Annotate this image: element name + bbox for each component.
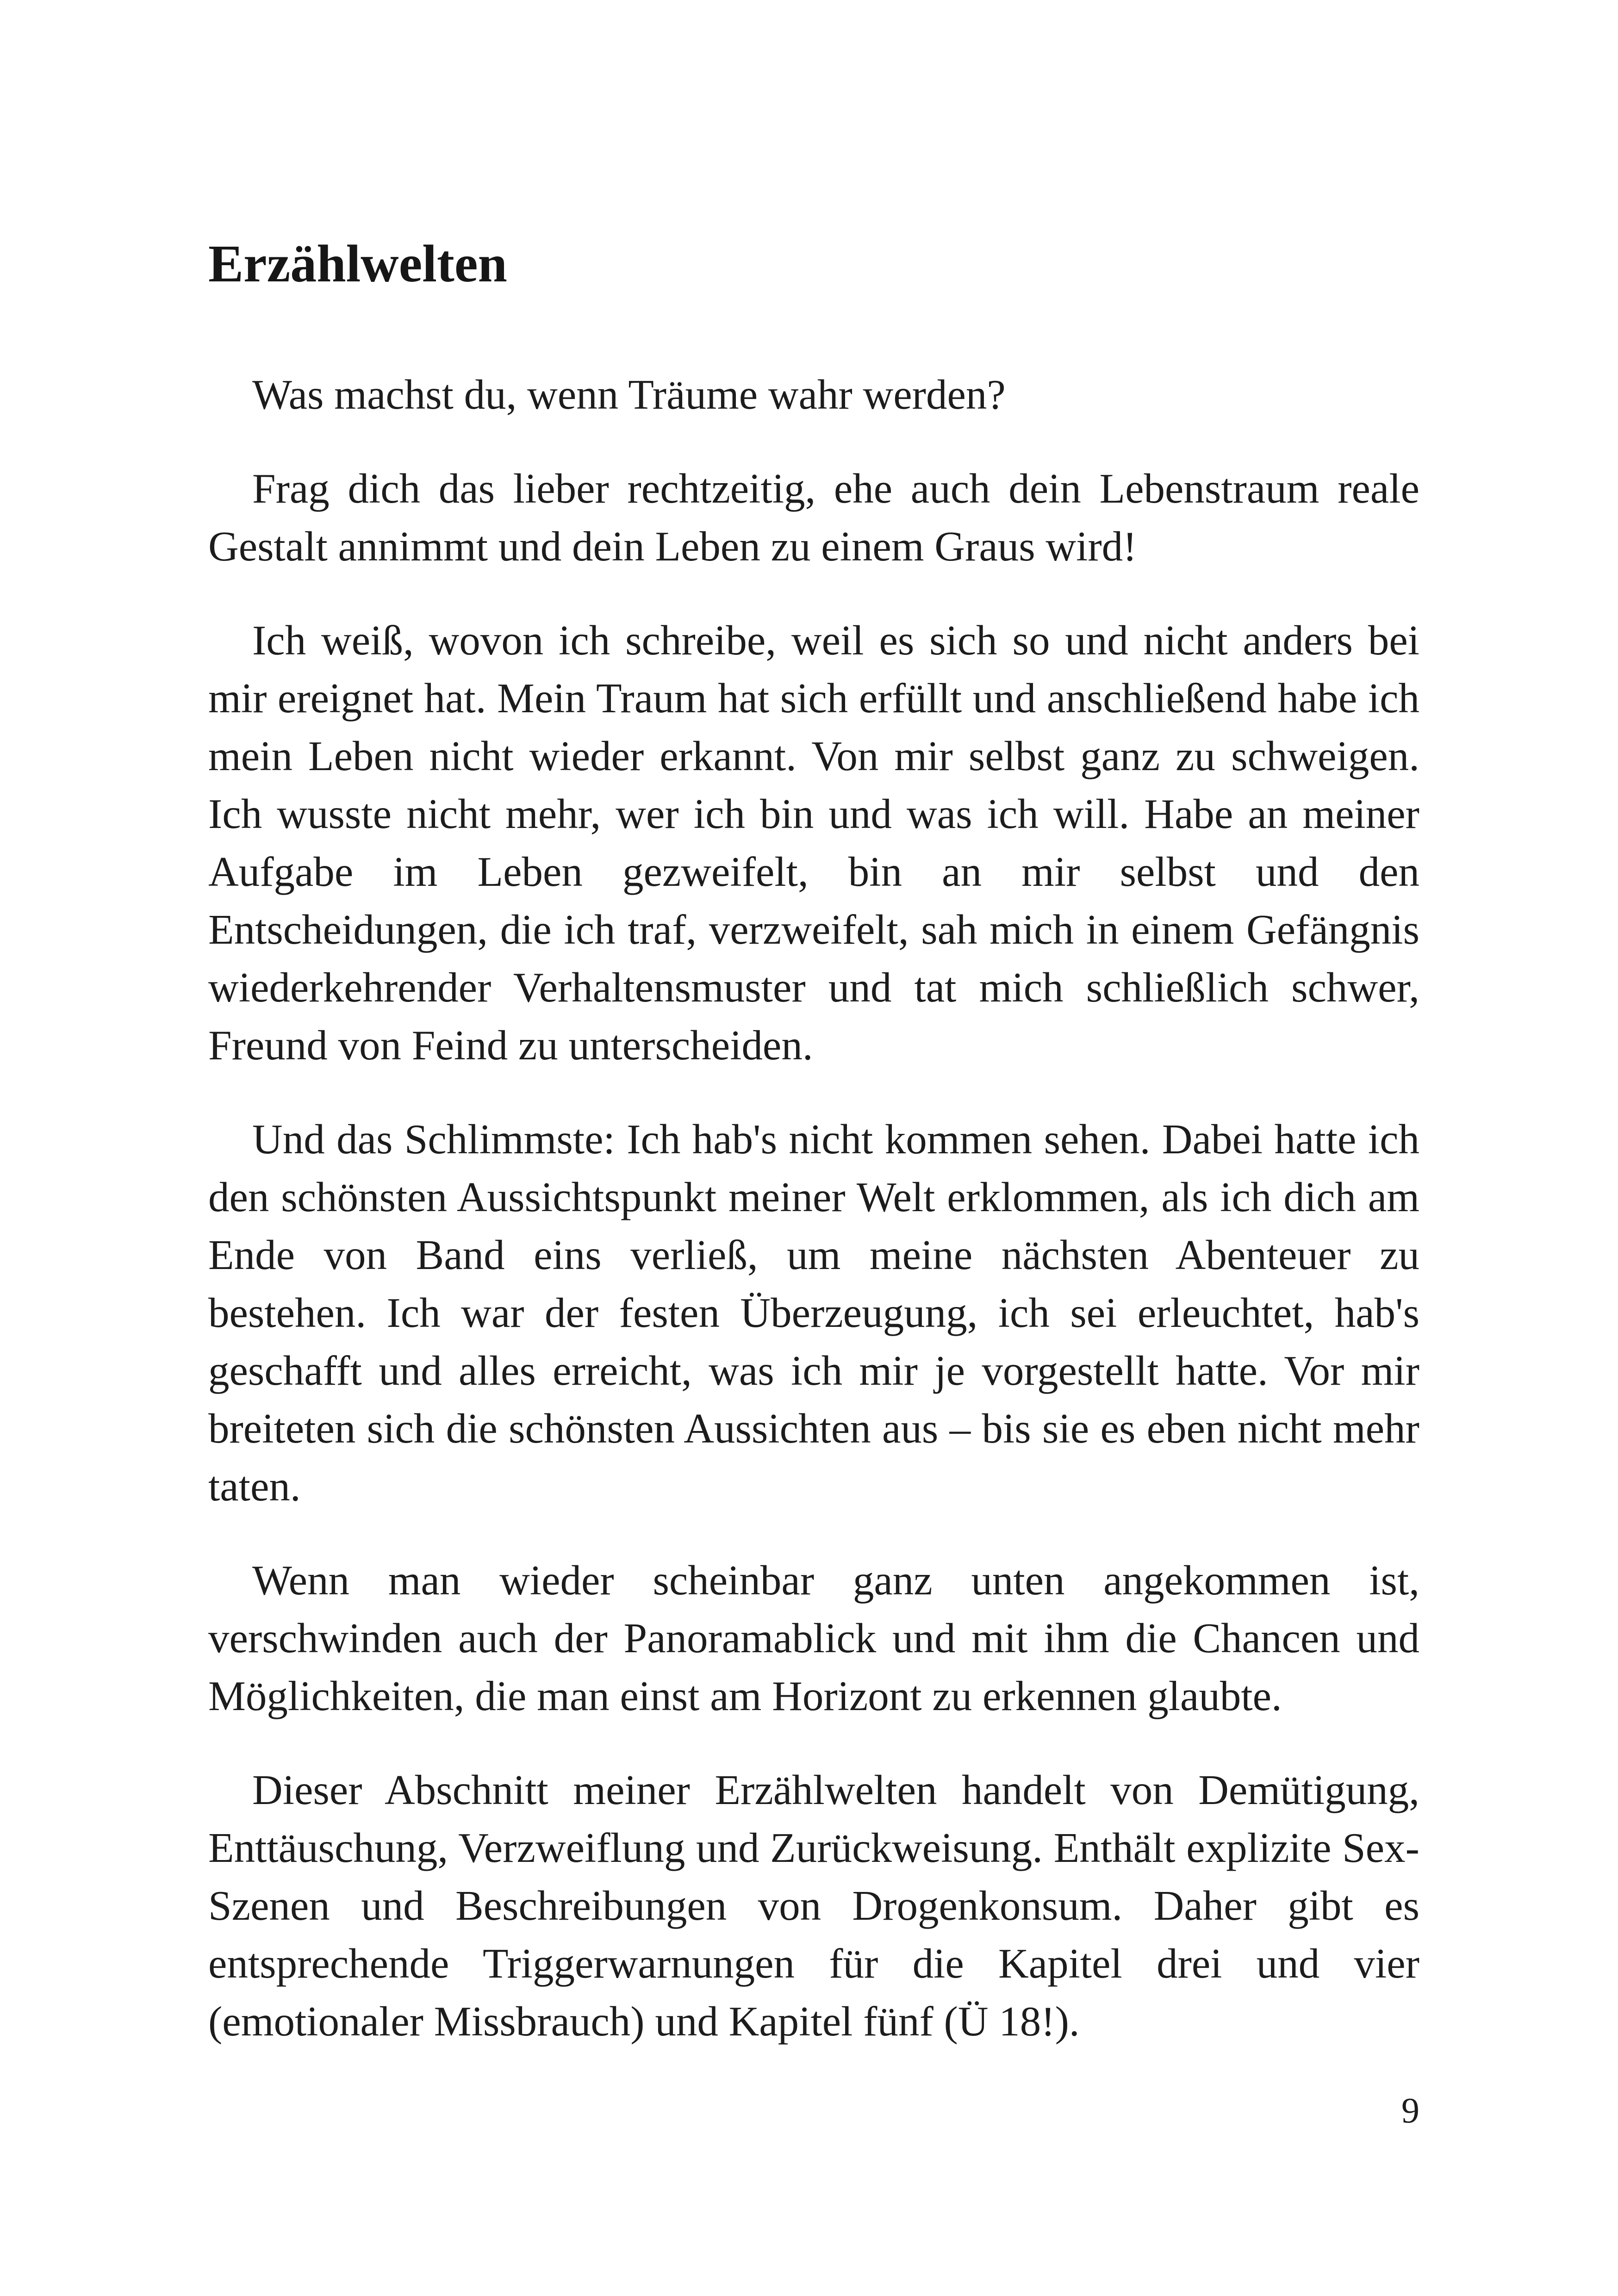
paragraph: Ich weiß, wovon ich schreibe, weil es sich so und nicht anders bei mir ereignet hat. Mein Traum hat sich erfüllt und anschließend habe ich mein Leben nicht wieder erkannt. Von mir selbst ganz zu schweigen. Ich wusste nicht mehr, wer ich bin und was ich will. Habe an meiner Aufgabe im Leben gezweifelt, bin an mir selbst und den Entscheidungen, die ich traf, verzweifelt, sah mich in einem Gefängnis wiederkehrender Verhaltensmuster und tat mich schließlich schwer, Freund von Feind zu unterscheiden. [208,617,1419,1069]
body-text [208,366,1419,2050]
paragraph: Frag dich das lieber rechtzeitig, ehe auch dein Lebenstraum reale Gestalt annimmt und dein Leben zu einem Graus wird! [208,465,1419,570]
page-number: 9 [1401,2090,1419,2130]
paragraph: Wenn man wieder scheinbar ganz unten angekommen ist, verschwinden auch der Panoramablick und mit ihm die Chancen und Möglichkeiten, die man einst am Horizont zu erkennen glaubte. [208,1557,1419,1719]
paragraph: Und das Schlimmste: Ich hab's nicht kommen sehen. Dabei hatte ich den schönsten Aussichtspunkt meiner Welt erklommen, als ich dich am Ende von Band eins verließ, um meine nächsten Abenteuer zu bestehen. Ich war der festen Überzeugung, ich sei erleuchtet, hab's geschafft und alles erreicht, was ich mir je vorgestellt hatte. Vor mir breiteten sich die schönsten Aussichten aus – bis sie es eben nicht mehr taten. [208,1116,1419,1510]
chapter-heading: Erzählwelten [208,234,507,293]
paragraph: Dieser Abschnitt meiner Erzählwelten handelt von Demütigung, Enttäuschung, Verzweiflung und Zurückweisung. Enthält explizite Sex-Szenen und Beschreibungen von Drogenkonsum. Daher gibt es entsprechende Triggerwarnungen für die Kapitel drei und vier (emotionaler Missbrauch) und Kapitel fünf (Ü 18!). [208,1767,1419,2045]
paragraph: Was machst du, wenn Träume wahr werden? [252,371,1006,418]
